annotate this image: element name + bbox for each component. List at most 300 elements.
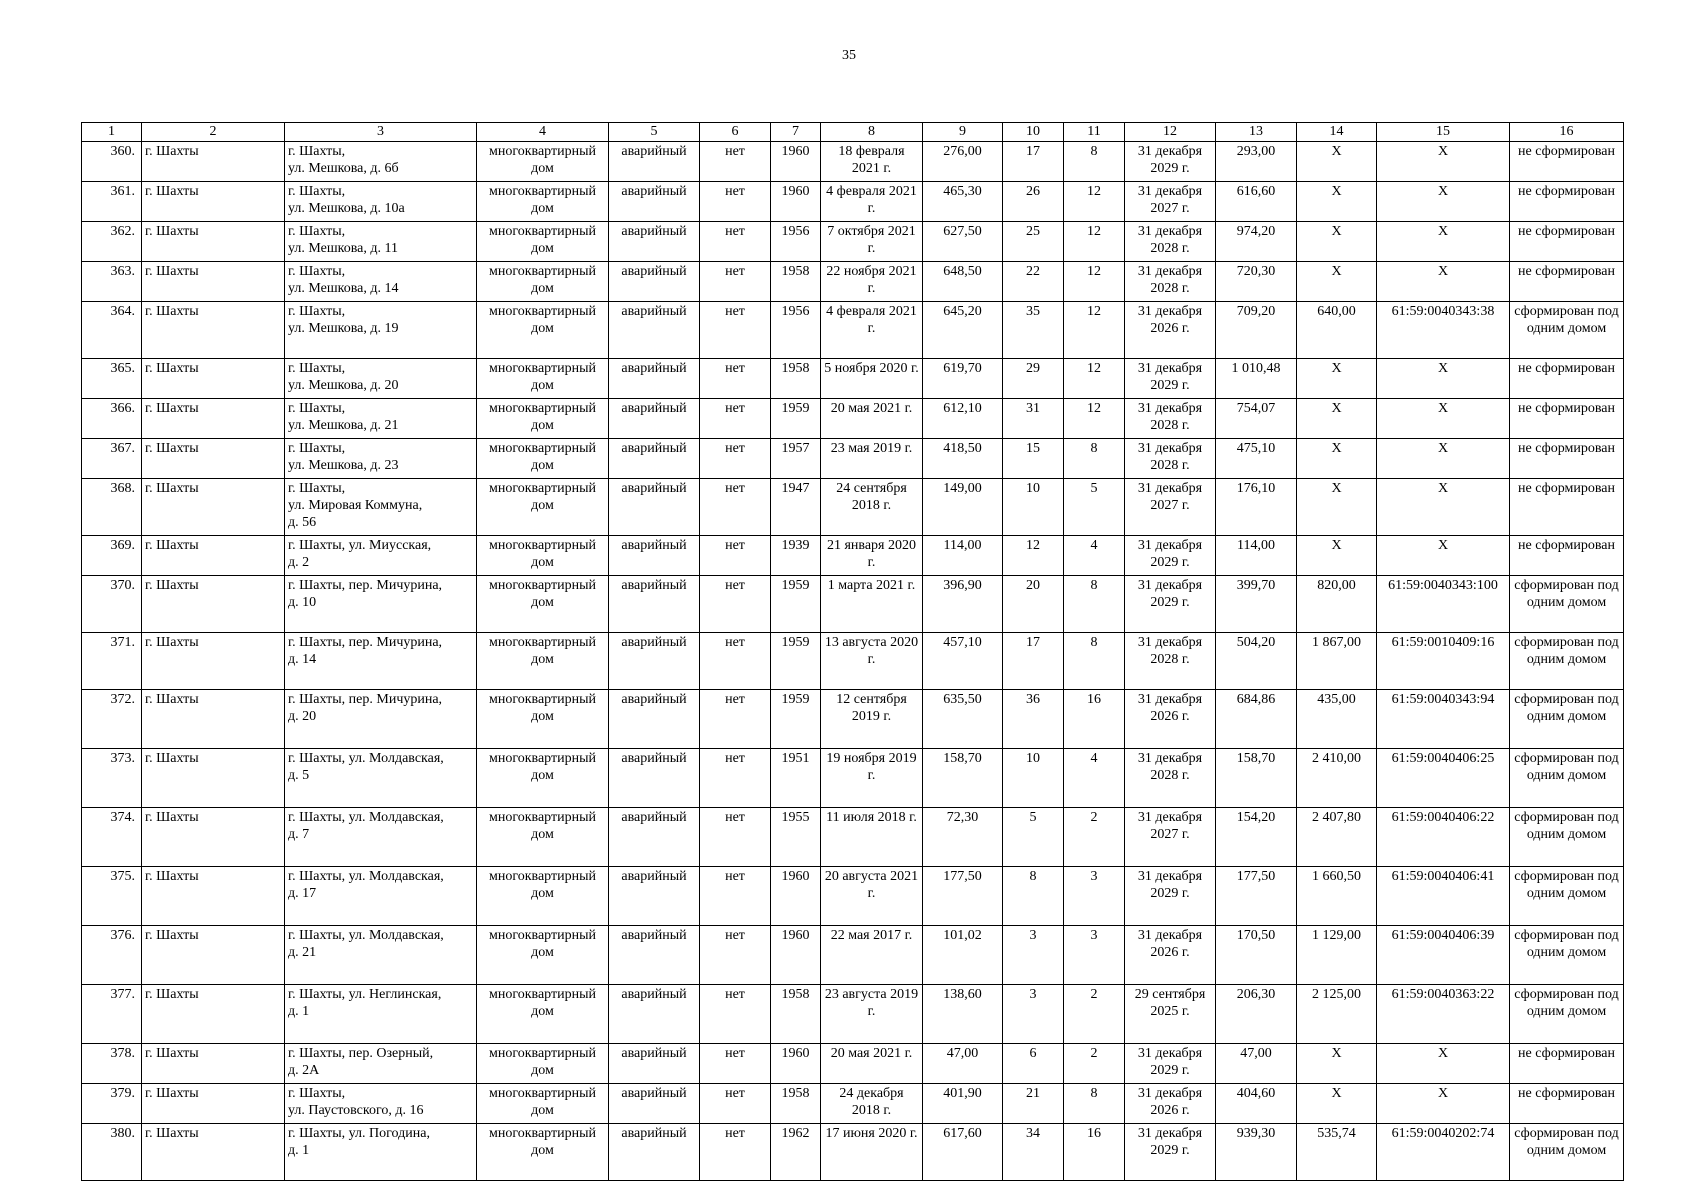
table-cell: 10 [1003,749,1064,808]
table-cell: 1951 [771,749,821,808]
table-cell: г. Шахты, пер. Мичурина, д. 10 [285,576,477,633]
table-cell: многоквартирный дом [477,262,609,302]
table-cell: 366. [82,399,142,439]
table-cell: аварийный [609,222,700,262]
table-cell: 22 мая 2017 г. [821,926,923,985]
table-cell: Х [1297,1084,1377,1124]
table-cell: 364. [82,302,142,359]
table-cell: г. Шахты [142,262,285,302]
table-cell: нет [700,439,771,479]
table-cell: 31 декабря 2028 г. [1125,749,1216,808]
table-cell: не сформирован [1510,359,1624,399]
table-cell: 2 125,00 [1297,985,1377,1044]
table-cell: 367. [82,439,142,479]
table-cell: аварийный [609,867,700,926]
table-row [82,1084,1624,1124]
column-header: 11 [1064,123,1125,142]
table-cell: 31 декабря 2029 г. [1125,576,1216,633]
table-cell: 1956 [771,302,821,359]
table-cell: г. Шахты, ул. Неглинская, д. 1 [285,985,477,1044]
table-cell: не сформирован [1510,536,1624,576]
table-row [82,479,1624,536]
table-cell: 369. [82,536,142,576]
table-cell: многоквартирный дом [477,633,609,690]
column-header: 4 [477,123,609,142]
table-cell: Х [1377,359,1510,399]
table-cell: 475,10 [1216,439,1297,479]
table-cell: г. Шахты, ул. Мешкова, д. 19 [285,302,477,359]
table-cell: аварийный [609,985,700,1044]
table-cell: Х [1377,262,1510,302]
table-cell: 3 [1003,985,1064,1044]
table-cell: нет [700,985,771,1044]
table-cell: г. Шахты [142,808,285,867]
table-cell: 2 410,00 [1297,749,1377,808]
table-cell: 3 [1003,926,1064,985]
table-cell: 1958 [771,262,821,302]
table-cell: 5 [1064,479,1125,536]
table-cell: 26 [1003,182,1064,222]
table-cell: г. Шахты, ул. Мешкова, д. 11 [285,222,477,262]
table-cell: сформирован под одним домом [1510,926,1624,985]
table-cell: 1962 [771,1124,821,1181]
table-cell: нет [700,359,771,399]
table-cell: многоквартирный дом [477,182,609,222]
table-cell: 31 декабря 2028 г. [1125,399,1216,439]
table-cell: г. Шахты [142,1044,285,1084]
table-cell: 177,50 [923,867,1003,926]
table-cell: 22 ноября 2021 г. [821,262,923,302]
table-cell: 378. [82,1044,142,1084]
table-cell: 371. [82,633,142,690]
table-cell: 5 ноября 2020 г. [821,359,923,399]
table-cell: Х [1297,439,1377,479]
table-cell: 1960 [771,142,821,182]
table-cell: аварийный [609,926,700,985]
table-cell: 1 867,00 [1297,633,1377,690]
table-cell: 404,60 [1216,1084,1297,1124]
table-cell: 31 декабря 2028 г. [1125,439,1216,479]
column-header: 9 [923,123,1003,142]
table-cell: г. Шахты [142,633,285,690]
column-header: 5 [609,123,700,142]
table-cell: Х [1377,439,1510,479]
table-cell: г. Шахты, ул. Мешкова, д. 14 [285,262,477,302]
table-cell: 31 декабря 2029 г. [1125,1044,1216,1084]
table-cell: Х [1297,359,1377,399]
table-cell: Х [1297,399,1377,439]
column-header: 2 [142,123,285,142]
page-number: 35 [842,48,856,63]
table-cell: сформирован под одним домом [1510,690,1624,749]
table-cell: 370. [82,576,142,633]
table-cell: аварийный [609,1124,700,1181]
table-cell: аварийный [609,808,700,867]
table-cell: нет [700,690,771,749]
table-cell: 1960 [771,182,821,222]
table-cell: Х [1377,142,1510,182]
table-cell: нет [700,182,771,222]
table-cell: многоквартирный дом [477,576,609,633]
table-cell: г. Шахты [142,1084,285,1124]
table-cell: нет [700,1084,771,1124]
table-cell: 12 [1003,536,1064,576]
table-cell: Х [1377,222,1510,262]
table-row [82,633,1624,690]
table-cell: 635,50 [923,690,1003,749]
table-cell: Х [1297,182,1377,222]
table-cell: 8 [1064,142,1125,182]
table-cell: 396,90 [923,576,1003,633]
table-cell: 17 июня 2020 г. [821,1124,923,1181]
table-cell: 13 августа 2020 г. [821,633,923,690]
table-cell: 21 [1003,1084,1064,1124]
table-cell: 4 февраля 2021 г. [821,182,923,222]
table-cell: 31 декабря 2027 г. [1125,808,1216,867]
table-cell: 612,10 [923,399,1003,439]
table-cell: 25 [1003,222,1064,262]
table-cell: нет [700,479,771,536]
table-cell: г. Шахты, ул. Молдавская, д. 21 [285,926,477,985]
table-cell: 206,30 [1216,985,1297,1044]
table-cell: 20 августа 2021 г. [821,867,923,926]
table-cell: многоквартирный дом [477,1124,609,1181]
table-cell: 8 [1064,576,1125,633]
table-cell: 61:59:0040406:25 [1377,749,1510,808]
table-cell: 4 [1064,749,1125,808]
table-cell: 31 декабря 2029 г. [1125,1124,1216,1181]
table-cell: г. Шахты [142,399,285,439]
table-row [82,576,1624,633]
table-cell: аварийный [609,439,700,479]
table-cell: многоквартирный дом [477,359,609,399]
table-cell: г. Шахты [142,576,285,633]
table-cell: 177,50 [1216,867,1297,926]
table-cell: многоквартирный дом [477,808,609,867]
column-header: 1 [82,123,142,142]
table-cell: аварийный [609,262,700,302]
table-cell: 18 февраля 2021 г. [821,142,923,182]
table-cell: 31 декабря 2026 г. [1125,302,1216,359]
table-cell: 8 [1064,439,1125,479]
table-cell: 23 мая 2019 г. [821,439,923,479]
table-cell: Х [1377,536,1510,576]
table-cell: г. Шахты, ул. Молдавская, д. 7 [285,808,477,867]
table-cell: 31 декабря 2029 г. [1125,142,1216,182]
column-header: 13 [1216,123,1297,142]
table-cell: 435,00 [1297,690,1377,749]
table-row [82,985,1624,1044]
table-cell: г. Шахты, пер. Мичурина, д. 14 [285,633,477,690]
table-cell: Х [1377,399,1510,439]
table-cell: г. Шахты [142,182,285,222]
table-cell: 12 [1064,359,1125,399]
table-cell: 20 [1003,576,1064,633]
table-cell: 31 декабря 2028 г. [1125,222,1216,262]
table-cell: 31 декабря 2029 г. [1125,536,1216,576]
table-cell: г. Шахты, ул. Мешкова, д. 21 [285,399,477,439]
table-cell: не сформирован [1510,142,1624,182]
table-cell: 17 [1003,633,1064,690]
table-cell: 61:59:0040202:74 [1377,1124,1510,1181]
table-cell: 504,20 [1216,633,1297,690]
table-cell: 465,30 [923,182,1003,222]
table-cell: г. Шахты, пер. Озерный, д. 2А [285,1044,477,1084]
table-cell: 31 декабря 2027 г. [1125,479,1216,536]
table-cell: 170,50 [1216,926,1297,985]
table-cell: 12 [1064,262,1125,302]
table-cell: аварийный [609,576,700,633]
table-cell: г. Шахты [142,142,285,182]
table-cell: не сформирован [1510,479,1624,536]
table-cell: г. Шахты, ул. Мешкова, д. 23 [285,439,477,479]
table-cell: г. Шахты [142,926,285,985]
table-cell: многоквартирный дом [477,479,609,536]
table-row [82,359,1624,399]
table-cell: 684,86 [1216,690,1297,749]
table-cell: 138,60 [923,985,1003,1044]
column-header: 8 [821,123,923,142]
table-cell: аварийный [609,633,700,690]
table-cell: нет [700,302,771,359]
table-cell: нет [700,633,771,690]
table-cell: 617,60 [923,1124,1003,1181]
table-cell: 457,10 [923,633,1003,690]
table-cell: не сформирован [1510,1084,1624,1124]
table-cell: 1960 [771,1044,821,1084]
table-cell: 34 [1003,1124,1064,1181]
table-cell: аварийный [609,182,700,222]
table-row [82,142,1624,182]
column-header: 6 [700,123,771,142]
emergency-housing-table [81,122,1624,1181]
table-cell: сформирован под одним домом [1510,302,1624,359]
table-cell: многоквартирный дом [477,749,609,808]
table-cell: 72,30 [923,808,1003,867]
table-cell: 372. [82,690,142,749]
table-cell: 4 февраля 2021 г. [821,302,923,359]
table-cell: не сформирован [1510,1044,1624,1084]
column-header: 7 [771,123,821,142]
table-cell: многоквартирный дом [477,985,609,1044]
column-header: 10 [1003,123,1064,142]
table-cell: 974,20 [1216,222,1297,262]
table-cell: 418,50 [923,439,1003,479]
column-header: 3 [285,123,477,142]
table-cell: Х [1377,182,1510,222]
table-cell: 36 [1003,690,1064,749]
table-cell: многоквартирный дом [477,690,609,749]
table-cell: 379. [82,1084,142,1124]
table-row [82,690,1624,749]
table-cell: 149,00 [923,479,1003,536]
table-cell: г. Шахты [142,359,285,399]
table-cell: 365. [82,359,142,399]
table-cell: 2 [1064,1044,1125,1084]
table-cell: 1958 [771,1084,821,1124]
table-cell: 3 [1064,867,1125,926]
table-cell: 640,00 [1297,302,1377,359]
table-cell: нет [700,262,771,302]
table-cell: 1955 [771,808,821,867]
table-row [82,1124,1624,1181]
table-cell: 114,00 [1216,536,1297,576]
table-cell: 31 декабря 2026 г. [1125,690,1216,749]
table-cell: Х [1297,479,1377,536]
table-body [82,123,1624,1181]
table-cell: Х [1377,1084,1510,1124]
table-cell: г. Шахты [142,439,285,479]
table-cell: нет [700,1044,771,1084]
table-cell: 2 [1064,808,1125,867]
table-cell: 380. [82,1124,142,1181]
table-cell: г. Шахты [142,749,285,808]
table-cell: 19 ноября 2019 г. [821,749,923,808]
table-cell: 709,20 [1216,302,1297,359]
table-cell: г. Шахты [142,222,285,262]
table-cell: Х [1297,142,1377,182]
table-cell: 31 декабря 2026 г. [1125,1084,1216,1124]
table-cell: 12 [1064,222,1125,262]
table-cell: г. Шахты, ул. Паустовского, д. 16 [285,1084,477,1124]
table-cell: аварийный [609,1084,700,1124]
column-header: 15 [1377,123,1510,142]
table-cell: многоквартирный дом [477,142,609,182]
table-cell: аварийный [609,479,700,536]
table-cell: г. Шахты, ул. Мешкова, д. 20 [285,359,477,399]
table-cell: аварийный [609,1044,700,1084]
table-row [82,222,1624,262]
table-cell: 8 [1064,1084,1125,1124]
table-cell: 5 [1003,808,1064,867]
table-cell: не сформирован [1510,439,1624,479]
table-cell: г. Шахты [142,1124,285,1181]
table-row [82,867,1624,926]
table-cell: 23 августа 2019 г. [821,985,923,1044]
table-cell: 35 [1003,302,1064,359]
table-cell: 16 [1064,690,1125,749]
table-cell: нет [700,926,771,985]
table-cell: 1958 [771,359,821,399]
table-cell: 362. [82,222,142,262]
table-cell: 399,70 [1216,576,1297,633]
table-cell: Х [1377,1044,1510,1084]
table-cell: нет [700,536,771,576]
table-row [82,399,1624,439]
table-cell: 1947 [771,479,821,536]
table-cell: 21 января 2020 г. [821,536,923,576]
table-cell: 12 [1064,302,1125,359]
table-cell: не сформирован [1510,399,1624,439]
table-cell: не сформирован [1510,222,1624,262]
table-cell: 360. [82,142,142,182]
table-cell: нет [700,808,771,867]
table-cell: не сформирован [1510,262,1624,302]
table-cell: 1956 [771,222,821,262]
table-cell: сформирован под одним домом [1510,633,1624,690]
table-cell: Х [1297,536,1377,576]
table-cell: г. Шахты, ул. Мешкова, д. 6б [285,142,477,182]
table-cell: сформирован под одним домом [1510,867,1624,926]
table-cell: г. Шахты [142,536,285,576]
table-cell: сформирован под одним домом [1510,985,1624,1044]
table-cell: 20 мая 2021 г. [821,1044,923,1084]
table-cell: многоквартирный дом [477,867,609,926]
table-row [82,536,1624,576]
table-cell: 1959 [771,576,821,633]
table-cell: 61:59:0040343:94 [1377,690,1510,749]
table-cell: 61:59:0010409:16 [1377,633,1510,690]
table-cell: аварийный [609,399,700,439]
table-cell: г. Шахты, ул. Мешкова, д. 10а [285,182,477,222]
table-cell: 158,70 [1216,749,1297,808]
table-cell: 10 [1003,479,1064,536]
table-cell: 24 декабря 2018 г. [821,1084,923,1124]
column-header: 16 [1510,123,1624,142]
table-cell: нет [700,222,771,262]
table-cell: сформирован под одним домом [1510,808,1624,867]
table-cell: нет [700,142,771,182]
table-cell: Х [1297,1044,1377,1084]
table-cell: многоквартирный дом [477,439,609,479]
table-cell: нет [700,576,771,633]
table-cell: 31 декабря 2028 г. [1125,262,1216,302]
table-cell: 619,70 [923,359,1003,399]
table-cell: многоквартирный дом [477,1084,609,1124]
table-cell: 31 декабря 2029 г. [1125,867,1216,926]
table-cell: 158,70 [923,749,1003,808]
table-cell: не сформирован [1510,182,1624,222]
table-cell: 47,00 [923,1044,1003,1084]
table-cell: 939,30 [1216,1124,1297,1181]
table-cell: сформирован под одним домом [1510,576,1624,633]
table-cell: 293,00 [1216,142,1297,182]
table-cell: нет [700,1124,771,1181]
table-cell: аварийный [609,536,700,576]
table-cell: 2 407,80 [1297,808,1377,867]
table-cell: многоквартирный дом [477,302,609,359]
table-cell: 114,00 [923,536,1003,576]
table-cell: сформирован под одним домом [1510,749,1624,808]
table-row [82,749,1624,808]
table-cell: Х [1377,479,1510,536]
table-cell: 276,00 [923,142,1003,182]
table-cell: 645,20 [923,302,1003,359]
table-cell: г. Шахты [142,867,285,926]
table-cell: аварийный [609,302,700,359]
table-cell: 374. [82,808,142,867]
table-cell: 101,02 [923,926,1003,985]
table-cell: 11 июля 2018 г. [821,808,923,867]
table-cell: 373. [82,749,142,808]
table-cell: 375. [82,867,142,926]
table-cell: 61:59:0040343:100 [1377,576,1510,633]
table-cell: 20 мая 2021 г. [821,399,923,439]
table-row [82,1044,1624,1084]
table-cell: 61:59:0040363:22 [1377,985,1510,1044]
table-cell: г. Шахты, пер. Мичурина, д. 20 [285,690,477,749]
table-cell: г. Шахты, ул. Молдавская, д. 17 [285,867,477,926]
table-cell: 31 декабря 2026 г. [1125,926,1216,985]
table-cell: г. Шахты [142,479,285,536]
table-row [82,302,1624,359]
table-cell: г. Шахты, ул. Погодина, д. 1 [285,1124,477,1181]
table-cell: нет [700,867,771,926]
table-cell: 648,50 [923,262,1003,302]
table-cell: 361. [82,182,142,222]
table-cell: аварийный [609,690,700,749]
table-header-row [82,123,1624,142]
